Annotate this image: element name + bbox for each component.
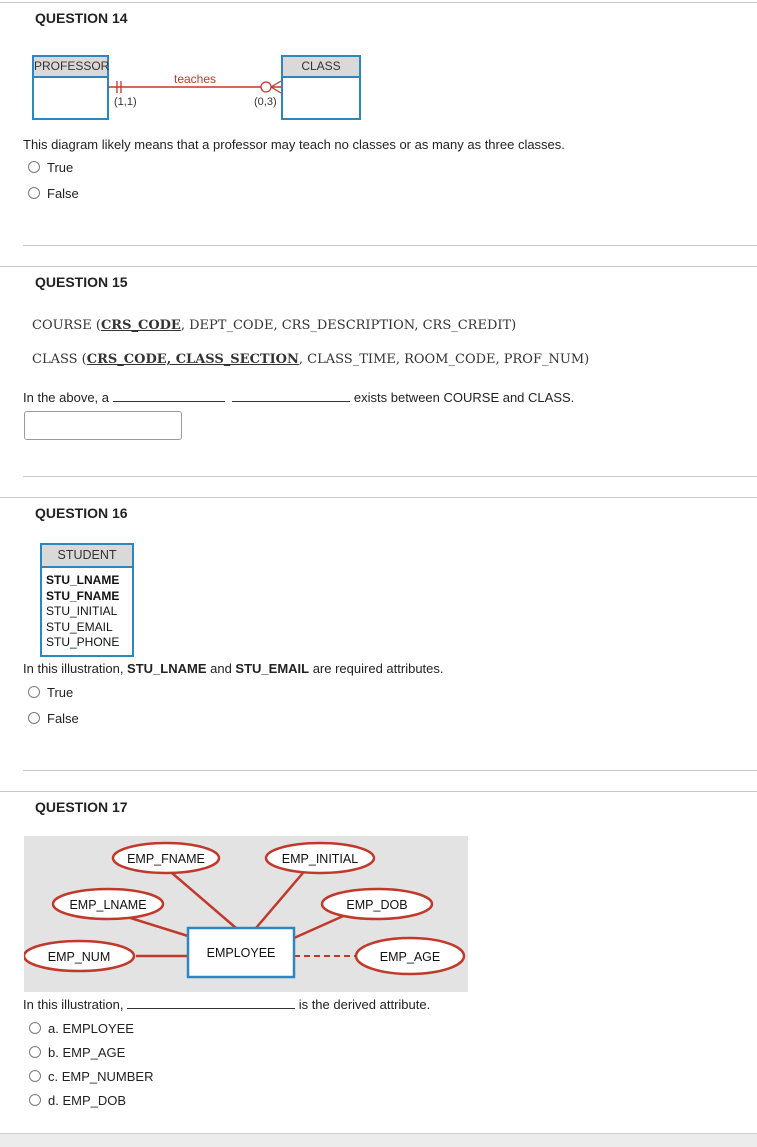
question-17-prompt bbox=[23, 997, 430, 1012]
blank-line bbox=[113, 391, 225, 402]
entity-professor bbox=[32, 55, 109, 120]
answer-input[interactable] bbox=[24, 411, 182, 440]
attribute-stu-phone: STU_PHONE bbox=[46, 635, 120, 649]
attribute-stu-lname: STU_LNAME bbox=[46, 573, 120, 587]
divider bbox=[23, 770, 757, 771]
option-c[interactable] bbox=[29, 1067, 153, 1085]
option-true[interactable] bbox=[28, 158, 73, 176]
relation-attributes: , DEPT_CODE, CRS_DESCRIPTION, CRS_CREDIT) bbox=[180, 318, 517, 333]
radio-button[interactable] bbox=[28, 161, 40, 173]
attribute-emp-dob-label: EMP_DOB bbox=[346, 898, 408, 912]
radio-button[interactable] bbox=[28, 686, 40, 698]
er-diagram-canvas bbox=[24, 836, 468, 992]
entity-class-name: CLASS bbox=[283, 57, 359, 78]
question-17-title: QUESTION 17 bbox=[35, 799, 128, 815]
divider bbox=[23, 476, 757, 477]
prompt-text: In the above, a bbox=[23, 390, 110, 405]
option-true[interactable] bbox=[28, 683, 73, 701]
option-label: False bbox=[47, 185, 79, 201]
option-label: True bbox=[47, 159, 74, 175]
option-label: a. EMPLOYEE bbox=[48, 1020, 134, 1036]
question-14-prompt: This diagram likely means that a professor may teach no classes or as many as three classes. bbox=[23, 137, 565, 152]
cardinality-right: (0,3) bbox=[254, 96, 277, 108]
radio-button[interactable] bbox=[29, 1070, 41, 1082]
entity-student-name: STUDENT bbox=[42, 545, 132, 568]
optional-many-marker bbox=[261, 82, 271, 92]
option-label: True bbox=[47, 684, 74, 700]
prompt-text: is the derived attribute. bbox=[298, 997, 431, 1012]
blank-line bbox=[232, 391, 350, 402]
radio-button[interactable] bbox=[29, 1094, 41, 1106]
question-15-prompt bbox=[23, 390, 574, 405]
option-label: b. EMP_AGE bbox=[48, 1044, 126, 1060]
relationship-label: teaches bbox=[174, 72, 217, 86]
relation-name: COURSE ( bbox=[32, 318, 101, 333]
attribute-list bbox=[42, 568, 132, 651]
attribute-stu-email: STU_EMAIL bbox=[46, 619, 113, 634]
bottom-bar bbox=[0, 1133, 757, 1147]
divider bbox=[0, 266, 757, 267]
relation-attributes: , CLASS_TIME, ROOM_CODE, PROF_NUM) bbox=[298, 352, 590, 367]
er-diagram bbox=[24, 836, 468, 992]
entity-professor-name: PROFESSOR bbox=[34, 57, 107, 78]
divider bbox=[0, 2, 757, 3]
entity-student bbox=[40, 543, 134, 657]
radio-button[interactable] bbox=[29, 1046, 41, 1058]
attribute-emp-num-label: EMP_NUM bbox=[47, 950, 111, 964]
attribute-emp-fname-label: EMP_FNAME bbox=[127, 852, 205, 866]
option-a[interactable] bbox=[29, 1019, 134, 1037]
blank-line bbox=[127, 998, 295, 1009]
option-b[interactable] bbox=[29, 1043, 125, 1061]
entity-class bbox=[281, 55, 361, 120]
option-false[interactable] bbox=[28, 184, 79, 202]
radio-button[interactable] bbox=[28, 187, 40, 199]
prompt-text: In this illustration, bbox=[23, 997, 124, 1012]
option-false[interactable] bbox=[28, 709, 79, 727]
primary-key: CRS_CODE, CLASS_SECTION bbox=[86, 352, 299, 367]
option-label: c. EMP_NUMBER bbox=[48, 1068, 154, 1084]
attribute-stu-initial: STU_INITIAL bbox=[46, 604, 118, 618]
prompt-text: exists between COURSE and CLASS. bbox=[353, 390, 575, 405]
radio-button[interactable] bbox=[28, 712, 40, 724]
question-15-title: QUESTION 15 bbox=[35, 274, 128, 290]
divider bbox=[0, 791, 757, 792]
option-d[interactable] bbox=[29, 1091, 126, 1109]
relation-name: CLASS ( bbox=[32, 352, 87, 367]
divider bbox=[23, 245, 757, 246]
option-label: False bbox=[47, 710, 79, 726]
question-14-title: QUESTION 14 bbox=[35, 10, 128, 26]
option-label: d. EMP_DOB bbox=[48, 1092, 127, 1108]
radio-button[interactable] bbox=[29, 1022, 41, 1034]
cardinality-left: (1,1) bbox=[114, 96, 137, 108]
attribute-emp-initial-label: EMP_INITIAL bbox=[281, 852, 359, 866]
primary-key: CRS_CODE bbox=[100, 318, 181, 333]
entity-employee-name: EMPLOYEE bbox=[206, 946, 276, 960]
attribute-emp-age-label: EMP_AGE bbox=[379, 950, 441, 964]
relation-class bbox=[32, 352, 589, 367]
relation-course bbox=[32, 318, 516, 333]
question-16-prompt: In this illustration, STU_LNAME and STU_EMAIL are required attributes. bbox=[23, 661, 444, 676]
attribute-emp-lname-label: EMP_LNAME bbox=[69, 898, 147, 912]
divider bbox=[0, 497, 757, 498]
attribute-stu-fname: STU_FNAME bbox=[46, 588, 120, 603]
question-16-title: QUESTION 16 bbox=[35, 505, 128, 521]
